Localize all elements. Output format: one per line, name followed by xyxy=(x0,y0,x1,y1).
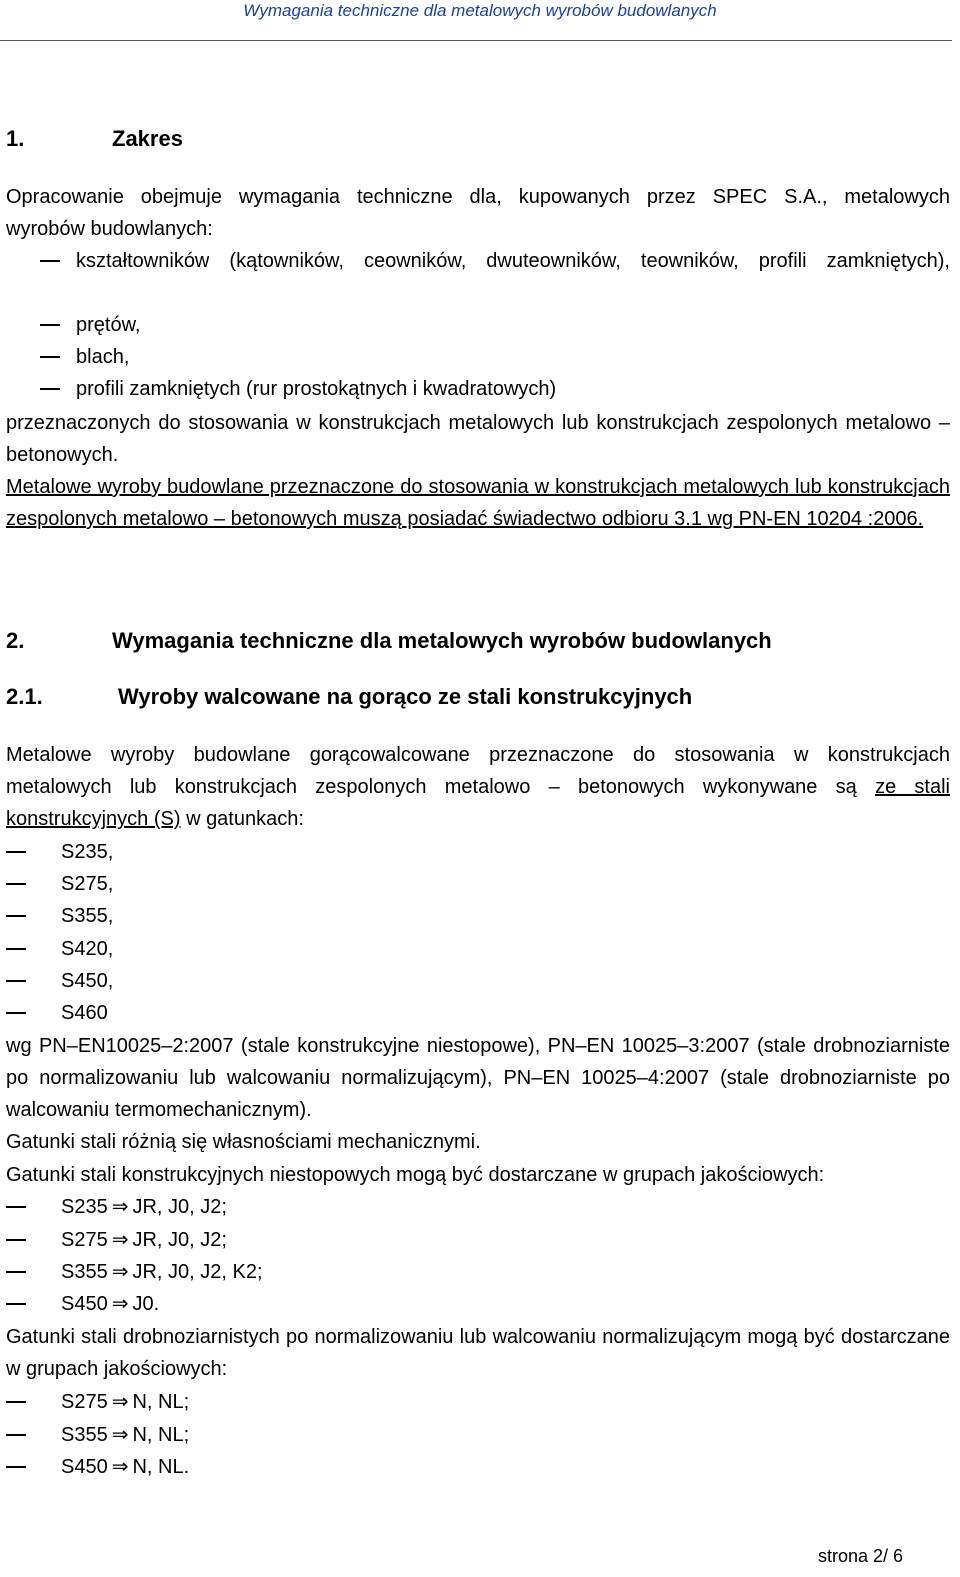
section-2-1-standards: wg PN–EN10025–2:2007 (stale konstrukcyjne niestopowe), PN–EN 10025–3:2007 (stale drobnoziarniste po normalizowaniu lub walcowaniu normalizującym), PN–EN 10025–4:2007 (stale drobnoziarniste po walcowaniu termomechanicznym). xyxy=(6,1035,950,1122)
grade-text: S235, xyxy=(61,841,114,863)
grade-text: S355 xyxy=(61,1261,108,1283)
section-1-after-items: przeznaczonych do stosowania w konstrukcjach metalowych lub konstrukcjach zespolonych metalowo – betonowych. xyxy=(6,412,950,467)
list-item-text: profili zamkniętych (rur prostokątnych i kwadratowych) xyxy=(76,378,557,400)
quality-groups-text: JR, J0, J2, K2; xyxy=(132,1261,263,1283)
implies-arrow-icon: ⇒ xyxy=(111,1229,129,1251)
page-number: strona 2/ 6 xyxy=(818,1546,904,1566)
section-2-1-intro-underlined: ze stali konstrukcyjnych (S) xyxy=(6,776,950,831)
list-item-text: blach, xyxy=(76,346,130,368)
implies-arrow-icon: ⇒ xyxy=(111,1391,129,1413)
section-2-1-title: Wyroby walcowane na gorąco ze stali konstrukcyjnych xyxy=(118,684,693,709)
section-1-intro xyxy=(6,181,950,213)
dash-bullet-icon xyxy=(40,388,60,390)
dash-bullet-icon xyxy=(6,948,26,950)
grade-text: S420, xyxy=(61,938,114,960)
section-2-title: Wymagania techniczne dla metalowych wyrobów budowlanych xyxy=(112,628,772,653)
quality-groups-text: JR, J0, J2; xyxy=(132,1196,227,1218)
dash-bullet-icon xyxy=(40,356,60,358)
list-item-text: kształtowników (kątowników, ceowników, dwuteowników, teowników, profili zamkniętych), xyxy=(76,250,950,272)
dash-bullet-icon xyxy=(6,980,26,982)
list-item-text: prętów, xyxy=(76,314,141,336)
section-2-1-properties: Gatunki stali różnią się własnościami mechanicznymi. xyxy=(6,1131,481,1153)
grade-text: S450 xyxy=(61,1293,108,1315)
section-2-1-nonalloy-intro: Gatunki stali konstrukcyjnych niestopowych mogą być dostarczane w grupach jakościowych: xyxy=(6,1164,825,1186)
dash-bullet-icon xyxy=(6,1012,26,1014)
implies-arrow-icon: ⇒ xyxy=(111,1293,129,1315)
list-item xyxy=(0,245,950,277)
section-2-1-number: 2.1. xyxy=(6,684,43,709)
grade-text: S355 xyxy=(61,1424,108,1446)
grade-text: S450, xyxy=(61,970,114,992)
dash-bullet-icon xyxy=(6,1434,26,1436)
section-1-number: 1. xyxy=(6,126,25,151)
implies-arrow-icon: ⇒ xyxy=(111,1424,129,1446)
dash-bullet-icon xyxy=(6,1271,26,1273)
implies-arrow-icon: ⇒ xyxy=(111,1196,129,1218)
grade-text: S460 xyxy=(61,1002,108,1024)
quality-groups-text: N, NL. xyxy=(132,1456,190,1478)
dash-bullet-icon xyxy=(6,1401,26,1403)
grade-text: S235 xyxy=(61,1196,108,1218)
quality-groups-text: J0. xyxy=(132,1293,160,1315)
section-1-intro-line2: wyrobów budowlanych: xyxy=(6,218,213,240)
grade-text: S275 xyxy=(61,1229,108,1251)
dash-bullet-icon xyxy=(40,324,60,326)
grade-text: S275, xyxy=(61,873,114,895)
implies-arrow-icon: ⇒ xyxy=(111,1261,129,1283)
section-1-intro-text: Opracowanie obejmuje wymagania techniczne dla, kupowanych przez SPEC S.A., metalowych xyxy=(6,186,950,208)
dash-bullet-icon xyxy=(40,260,60,262)
dash-bullet-icon xyxy=(6,1466,26,1468)
section-1-requirement: Metalowe wyroby budowlane przeznaczone do stosowania w konstrukcjach metalowych lub konstrukcjach zespolonych metalowo – betonowych muszą posiadać świadectwo odbioru 3.1 wg PN-EN 10204 :2006. xyxy=(6,476,950,531)
section-2-number: 2. xyxy=(6,628,25,653)
running-header: Wymagania techniczne dla metalowych wyrobów budowlanych xyxy=(243,1,717,20)
grade-text: S450 xyxy=(61,1456,108,1478)
dash-bullet-icon xyxy=(6,1206,26,1208)
section-1-title: Zakres xyxy=(112,126,183,151)
header-rule xyxy=(0,40,952,41)
grade-text: S355, xyxy=(61,905,114,927)
section-2-1-intro-part1: Metalowe wyroby budowlane gorącowalcowane przeznaczone do stosowania w konstrukcjach metalowych lub konstrukcjach zespolonych metalowo – betonowych wykonywane są xyxy=(6,744,950,799)
implies-arrow-icon: ⇒ xyxy=(111,1456,129,1478)
dash-bullet-icon xyxy=(6,1303,26,1305)
dash-bullet-icon xyxy=(6,883,26,885)
section-2-1-intro xyxy=(6,739,950,836)
dash-bullet-icon xyxy=(6,915,26,917)
quality-groups-text: N, NL; xyxy=(132,1391,190,1413)
quality-groups-text: N, NL; xyxy=(132,1424,190,1446)
dash-bullet-icon xyxy=(6,851,26,853)
section-2-1-intro-part2: w gatunkach: xyxy=(186,808,304,831)
dash-bullet-icon xyxy=(6,1239,26,1241)
quality-groups-text: JR, J0, J2; xyxy=(132,1229,227,1251)
grade-text: S275 xyxy=(61,1391,108,1413)
section-2-1-finegrain-intro: Gatunki stali drobnoziarnistych po normalizowaniu lub walcowaniu normalizującym mogą być dostarczane w grupach jakościowych: xyxy=(6,1326,950,1381)
section-1-intro-cont xyxy=(6,213,950,245)
